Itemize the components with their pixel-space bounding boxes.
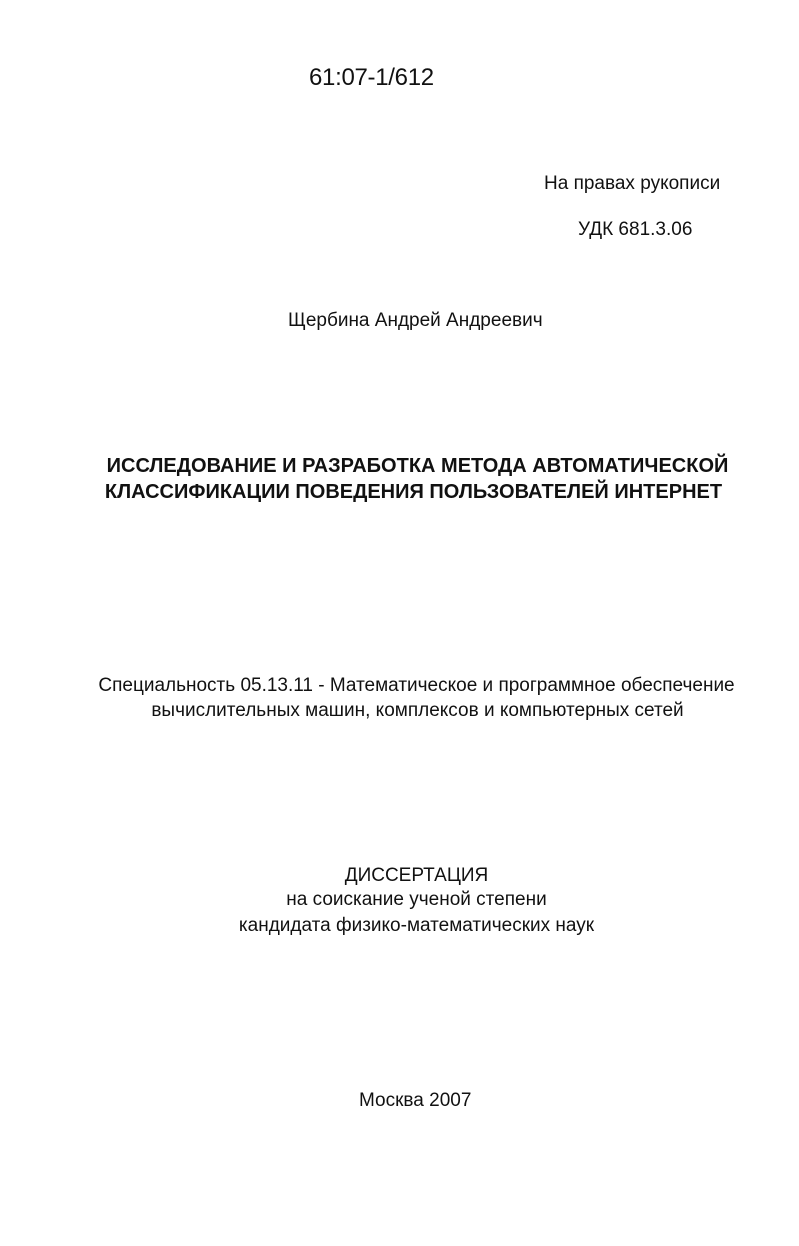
manuscript-rights-note: На правах рукописи [544,173,721,194]
specialty-line-1: Специальность 05.13.11 - Математическое и программное обеспечение [98,675,735,696]
catalog-number: 61:07-1/612 [309,64,434,91]
thesis-title-line-1: ИССЛЕДОВАНИЕ И РАЗРАБОТКА МЕТОДА АВТОМАТИЧЕСКОЙ [106,455,729,477]
specialty-line-2: вычислительных машин, комплексов и компьютерных сетей [151,700,684,721]
udk-code: УДК 681.3.06 [578,219,693,240]
author-name: Щербина Андрей Андреевич [288,310,543,331]
degree-line-1: на соискание ученой степени [286,889,547,910]
thesis-title-line-2: КЛАССИФИКАЦИИ ПОВЕДЕНИЯ ПОЛЬЗОВАТЕЛЕЙ ИНТЕРНЕТ [104,481,723,503]
dissertation-heading: ДИССЕРТАЦИЯ [344,865,489,886]
degree-line-2: кандидата физико-математических наук [238,915,595,936]
place-and-year: Москва 2007 [359,1090,472,1111]
